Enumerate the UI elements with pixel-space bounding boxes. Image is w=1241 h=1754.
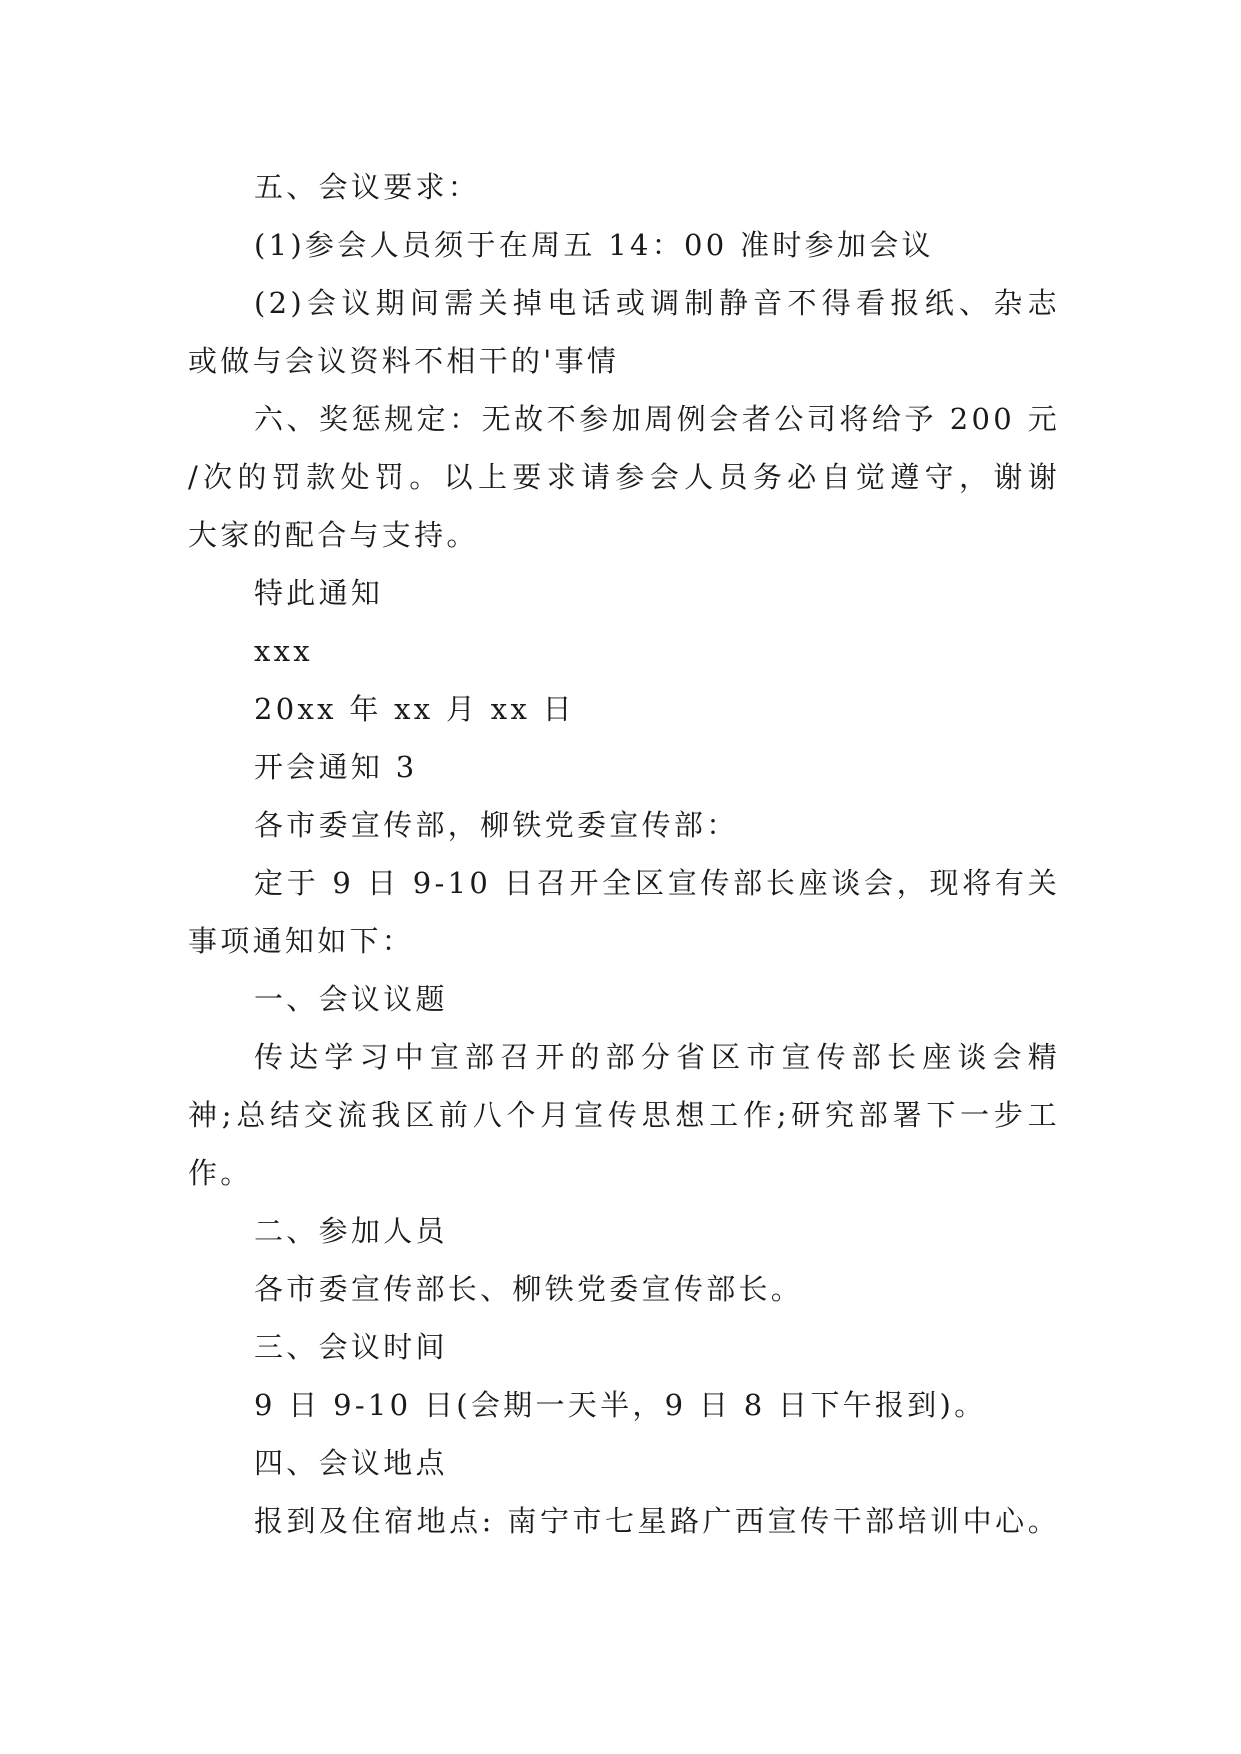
text-line: xxx [254,634,313,668]
text-line: 特此通知 [254,576,384,610]
text-line: 各市委宣传部，柳铁党委宣传部： [254,808,739,842]
text-line: 三、会议时间 [254,1330,448,1364]
text-line: 20xx 年 xx 月 xx 日 [254,692,575,726]
text-line: 报到及住宿地点: 南宁市七星路广西宣传干部培训中心。 [254,1504,1060,1538]
text-line: (2)会议期间需关掉电话或调制静音不得看报纸、杂志 [254,286,1060,320]
text-line: 各市委宣传部长、柳铁党委宣传部长。 [254,1272,804,1306]
text-line: 事项通知如下： [188,924,415,958]
text-line: 六、奖惩规定：无故不参加周例会者公司将给予 200 元 [254,402,1060,436]
text-line: 四、会议地点 [254,1446,448,1480]
text-line: 五、会议要求： [254,170,481,204]
text-line: 大家的配合与支持。 [188,518,479,552]
text-line: 二、参加人员 [254,1214,448,1248]
text-line: 一、会议议题 [254,982,448,1016]
text-line: 或做与会议资料不相干的'事情 [188,344,620,378]
text-line: 9 日 9-10 日(会期一天半，9 日 8 日下午报到)。 [254,1388,987,1422]
text-line: 开会通知 3 [254,750,418,784]
text-line: 神;总结交流我区前八个月宣传思想工作;研究部署下一步工 [188,1098,1060,1132]
text-line: 定于 9 日 9-10 日召开全区宣传部长座谈会，现将有关 [254,866,1060,900]
text-line: (1)参会人员须于在周五 14：00 准时参加会议 [254,228,934,262]
text-line: /次的罚款处罚。以上要求请参会人员务必自觉遵守，谢谢 [188,460,1060,494]
text-line: 传达学习中宣部召开的部分省区市宣传部长座谈会精 [254,1040,1060,1074]
document-body [188,158,1060,1550]
text-line: 作。 [188,1156,253,1190]
